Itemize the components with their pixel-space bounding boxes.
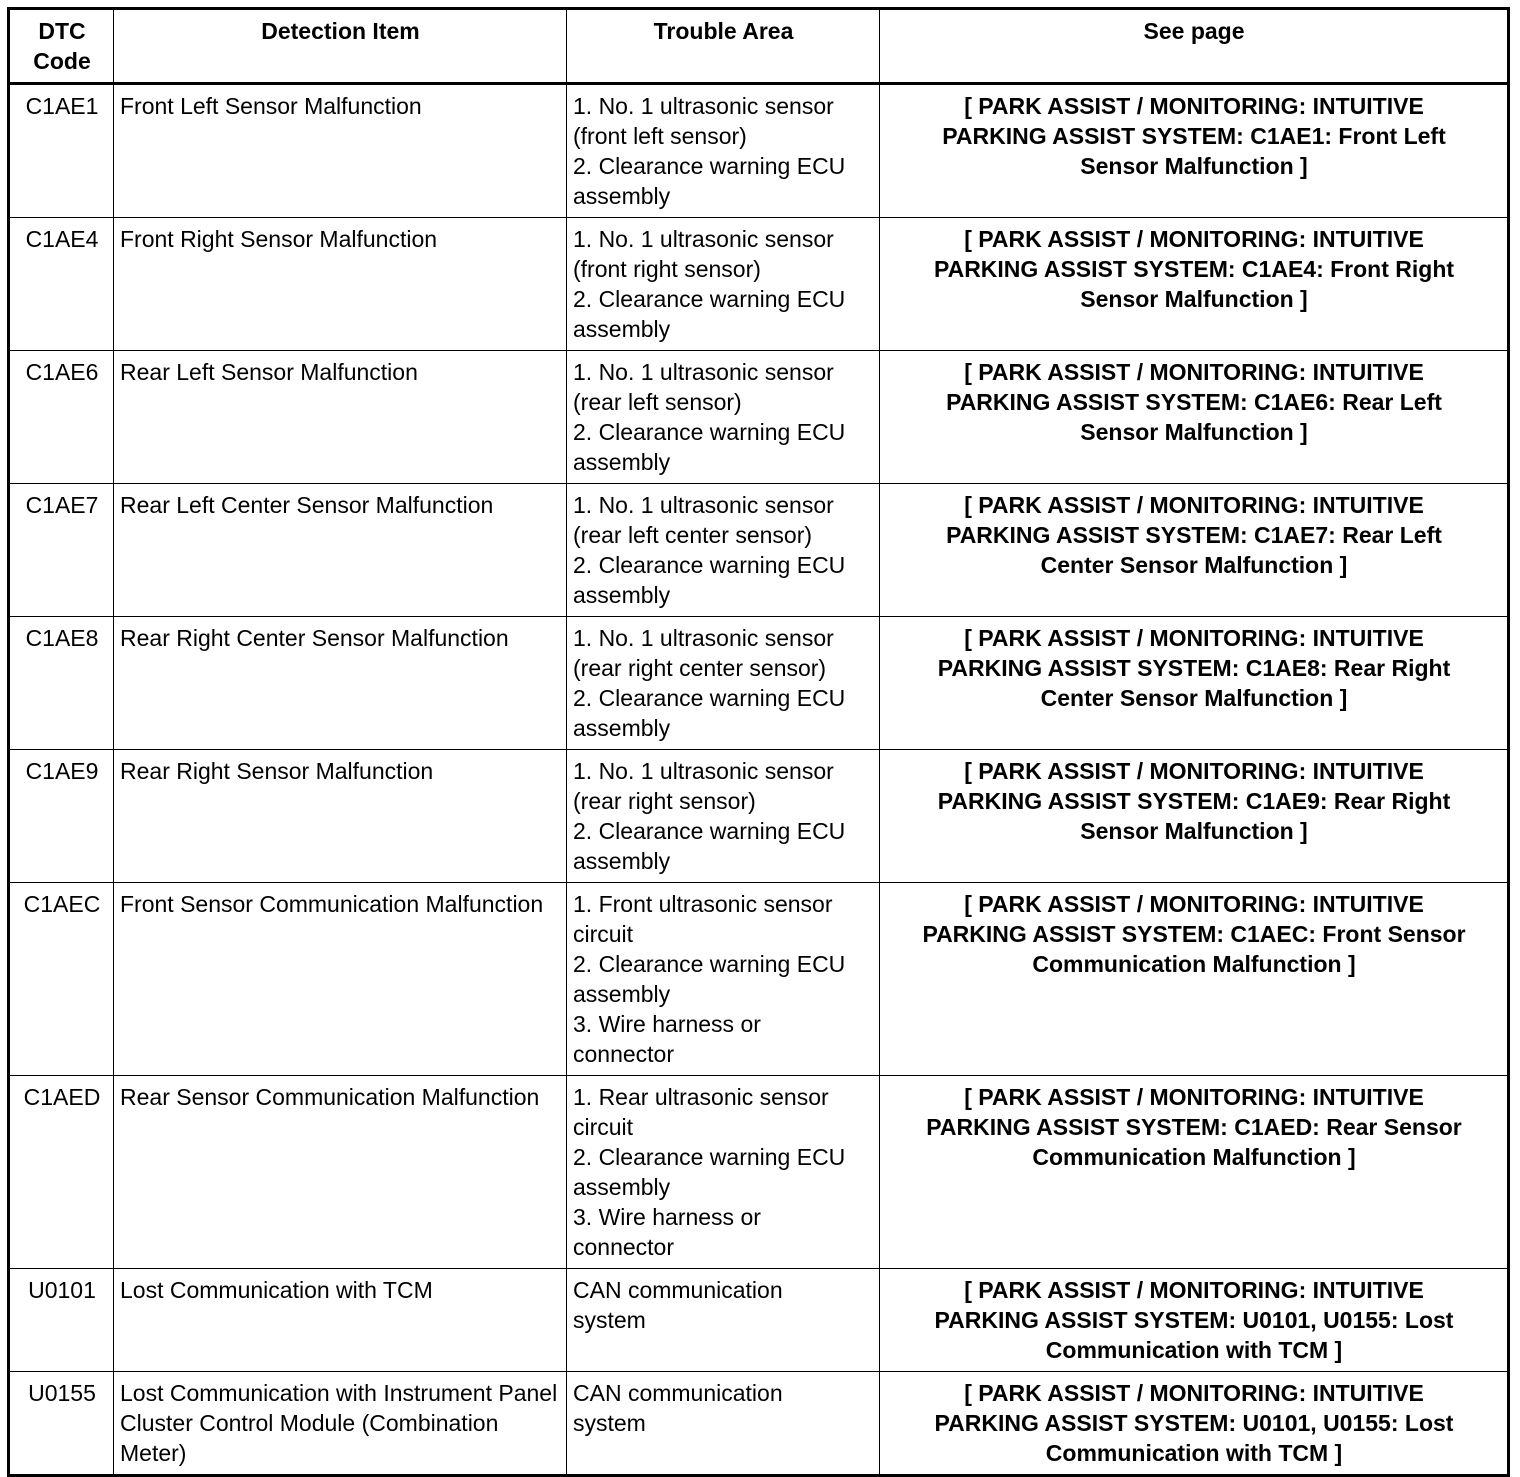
dtc-table-container	[7, 7, 1510, 1477]
trouble-area-line: 1. No. 1 ultrasonic sensor	[573, 492, 834, 518]
trouble-area-line: (front left sensor)	[573, 123, 747, 149]
see-page-link[interactable]	[880, 617, 1509, 750]
see-page-line: PARKING ASSIST SYSTEM: C1AE7: Rear Left	[946, 522, 1442, 548]
trouble-area-line: circuit	[573, 1114, 634, 1140]
trouble-area-line: 1. Front ultrasonic sensor	[573, 891, 833, 917]
table-header	[9, 9, 1509, 84]
dtc-code-cell: C1AE7	[9, 484, 114, 617]
trouble-area-line: 2. Clearance warning ECU	[573, 685, 846, 711]
trouble-area-line: 1. No. 1 ultrasonic sensor	[573, 93, 834, 119]
table-row	[9, 1372, 1509, 1476]
see-page-line: Center Sensor Malfunction ]	[1040, 552, 1348, 578]
detection-item-cell: Rear Right Sensor Malfunction	[114, 750, 567, 883]
see-page-link[interactable]	[880, 883, 1509, 1076]
trouble-area-cell	[567, 1269, 880, 1372]
trouble-area-line: assembly	[573, 582, 671, 608]
trouble-area-line: connector	[573, 1041, 675, 1067]
header-detection-item: Detection Item	[114, 9, 567, 84]
detection-item-cell: Front Right Sensor Malfunction	[114, 218, 567, 351]
trouble-area-line: 2. Clearance warning ECU	[573, 818, 846, 844]
table-body	[9, 84, 1509, 1476]
trouble-area-line: 1. Rear ultrasonic sensor	[573, 1084, 829, 1110]
trouble-area-cell	[567, 351, 880, 484]
table-row	[9, 484, 1509, 617]
see-page-line: Sensor Malfunction ]	[1080, 419, 1308, 445]
trouble-area-line: assembly	[573, 981, 671, 1007]
trouble-area-cell	[567, 218, 880, 351]
dtc-code-cell: C1AEC	[9, 883, 114, 1076]
trouble-area-cell	[567, 1076, 880, 1269]
see-page-line: PARKING ASSIST SYSTEM: C1AED: Rear Sensor	[926, 1114, 1462, 1140]
trouble-area-line: assembly	[573, 316, 671, 342]
see-page-link[interactable]	[880, 84, 1509, 218]
dtc-code-cell: U0155	[9, 1372, 114, 1476]
see-page-line: Sensor Malfunction ]	[1080, 153, 1308, 179]
dtc-code-cell: U0101	[9, 1269, 114, 1372]
see-page-line: Communication Malfunction ]	[1032, 951, 1356, 977]
trouble-area-line: (front right sensor)	[573, 256, 761, 282]
trouble-area-line: 1. No. 1 ultrasonic sensor	[573, 758, 834, 784]
trouble-area-cell	[567, 617, 880, 750]
trouble-area-line: 3. Wire harness or	[573, 1204, 761, 1230]
see-page-line: PARKING ASSIST SYSTEM: U0101, U0155: Lost	[934, 1307, 1454, 1333]
trouble-area-line: (rear left center sensor)	[573, 522, 813, 548]
trouble-area-line: system	[573, 1410, 646, 1436]
dtc-table	[7, 7, 1510, 1477]
trouble-area-line: (rear right center sensor)	[573, 655, 827, 681]
see-page-link[interactable]	[880, 351, 1509, 484]
detection-item-cell: Front Sensor Communication Malfunction	[114, 883, 567, 1076]
dtc-code-cell: C1AE8	[9, 617, 114, 750]
dtc-code-cell: C1AE1	[9, 84, 114, 218]
trouble-area-line: 2. Clearance warning ECU	[573, 286, 846, 312]
table-row	[9, 1076, 1509, 1269]
trouble-area-line: 2. Clearance warning ECU	[573, 552, 846, 578]
see-page-line: PARKING ASSIST SYSTEM: C1AEC: Front Sensor	[922, 921, 1466, 947]
trouble-area-cell	[567, 750, 880, 883]
trouble-area-line: 2. Clearance warning ECU	[573, 153, 846, 179]
see-page-line: PARKING ASSIST SYSTEM: U0101, U0155: Lost	[934, 1410, 1454, 1436]
trouble-area-cell	[567, 84, 880, 218]
see-page-line: [ PARK ASSIST / MONITORING: INTUITIVE	[964, 1277, 1424, 1303]
table-row	[9, 750, 1509, 883]
detection-item-cell: Rear Right Center Sensor Malfunction	[114, 617, 567, 750]
trouble-area-line: assembly	[573, 1174, 671, 1200]
trouble-area-line: (rear right sensor)	[573, 788, 756, 814]
header-trouble-area: Trouble Area	[567, 9, 880, 84]
detection-item-cell: Lost Communication with Instrument Panel Cluster Control Module (Combination Meter)	[114, 1372, 567, 1476]
trouble-area-line: 2. Clearance warning ECU	[573, 951, 846, 977]
see-page-line: Center Sensor Malfunction ]	[1040, 685, 1348, 711]
trouble-area-line: 1. No. 1 ultrasonic sensor	[573, 625, 834, 651]
see-page-line: Communication with TCM ]	[1045, 1337, 1343, 1363]
trouble-area-line: 2. Clearance warning ECU	[573, 419, 846, 445]
table-row	[9, 617, 1509, 750]
see-page-line: [ PARK ASSIST / MONITORING: INTUITIVE	[964, 359, 1424, 385]
table-row	[9, 351, 1509, 484]
trouble-area-line: assembly	[573, 183, 671, 209]
see-page-link[interactable]	[880, 1269, 1509, 1372]
table-row	[9, 84, 1509, 218]
dtc-code-cell: C1AE6	[9, 351, 114, 484]
trouble-area-cell	[567, 484, 880, 617]
see-page-line: PARKING ASSIST SYSTEM: C1AE9: Rear Right	[937, 788, 1451, 814]
table-row	[9, 218, 1509, 351]
trouble-area-line: assembly	[573, 848, 671, 874]
see-page-line: PARKING ASSIST SYSTEM: C1AE6: Rear Left	[946, 389, 1442, 415]
see-page-line: [ PARK ASSIST / MONITORING: INTUITIVE	[964, 625, 1424, 651]
table-row	[9, 1269, 1509, 1372]
trouble-area-cell	[567, 883, 880, 1076]
see-page-link[interactable]	[880, 750, 1509, 883]
header-dtc-code: DTC Code	[9, 9, 114, 84]
trouble-area-line: CAN communication	[573, 1380, 783, 1406]
trouble-area-line: 1. No. 1 ultrasonic sensor	[573, 226, 834, 252]
see-page-link[interactable]	[880, 1372, 1509, 1476]
detection-item-cell: Rear Sensor Communication Malfunction	[114, 1076, 567, 1269]
see-page-line: PARKING ASSIST SYSTEM: C1AE1: Front Left	[942, 123, 1446, 149]
see-page-line: [ PARK ASSIST / MONITORING: INTUITIVE	[964, 891, 1424, 917]
trouble-area-line: circuit	[573, 921, 634, 947]
see-page-line: Communication Malfunction ]	[1032, 1144, 1356, 1170]
detection-item-cell: Front Left Sensor Malfunction	[114, 84, 567, 218]
dtc-code-cell: C1AED	[9, 1076, 114, 1269]
detection-item-cell: Rear Left Sensor Malfunction	[114, 351, 567, 484]
dtc-code-cell: C1AE4	[9, 218, 114, 351]
trouble-area-line: assembly	[573, 449, 671, 475]
dtc-code-cell: C1AE9	[9, 750, 114, 883]
see-page-link[interactable]	[880, 218, 1509, 351]
see-page-line: [ PARK ASSIST / MONITORING: INTUITIVE	[964, 492, 1424, 518]
trouble-area-line: 1. No. 1 ultrasonic sensor	[573, 359, 834, 385]
trouble-area-line: connector	[573, 1234, 675, 1260]
trouble-area-line: assembly	[573, 715, 671, 741]
see-page-line: [ PARK ASSIST / MONITORING: INTUITIVE	[964, 758, 1424, 784]
table-row	[9, 883, 1509, 1076]
detection-item-cell: Lost Communication with TCM	[114, 1269, 567, 1372]
trouble-area-line: 3. Wire harness or	[573, 1011, 761, 1037]
see-page-line: [ PARK ASSIST / MONITORING: INTUITIVE	[964, 226, 1424, 252]
see-page-link[interactable]	[880, 484, 1509, 617]
trouble-area-line: CAN communication	[573, 1277, 783, 1303]
see-page-line: [ PARK ASSIST / MONITORING: INTUITIVE	[964, 1380, 1424, 1406]
trouble-area-cell	[567, 1372, 880, 1476]
detection-item-cell: Rear Left Center Sensor Malfunction	[114, 484, 567, 617]
trouble-area-line: 2. Clearance warning ECU	[573, 1144, 846, 1170]
see-page-link[interactable]	[880, 1076, 1509, 1269]
see-page-line: Sensor Malfunction ]	[1080, 818, 1308, 844]
see-page-line: [ PARK ASSIST / MONITORING: INTUITIVE	[964, 93, 1424, 119]
trouble-area-line: system	[573, 1307, 646, 1333]
see-page-line: [ PARK ASSIST / MONITORING: INTUITIVE	[964, 1084, 1424, 1110]
see-page-line: PARKING ASSIST SYSTEM: C1AE8: Rear Right	[937, 655, 1451, 681]
header-see-page: See page	[880, 9, 1509, 84]
trouble-area-line: (rear left sensor)	[573, 389, 742, 415]
see-page-line: Communication with TCM ]	[1045, 1440, 1343, 1466]
see-page-line: Sensor Malfunction ]	[1080, 286, 1308, 312]
see-page-line: PARKING ASSIST SYSTEM: C1AE4: Front Right	[933, 256, 1455, 282]
